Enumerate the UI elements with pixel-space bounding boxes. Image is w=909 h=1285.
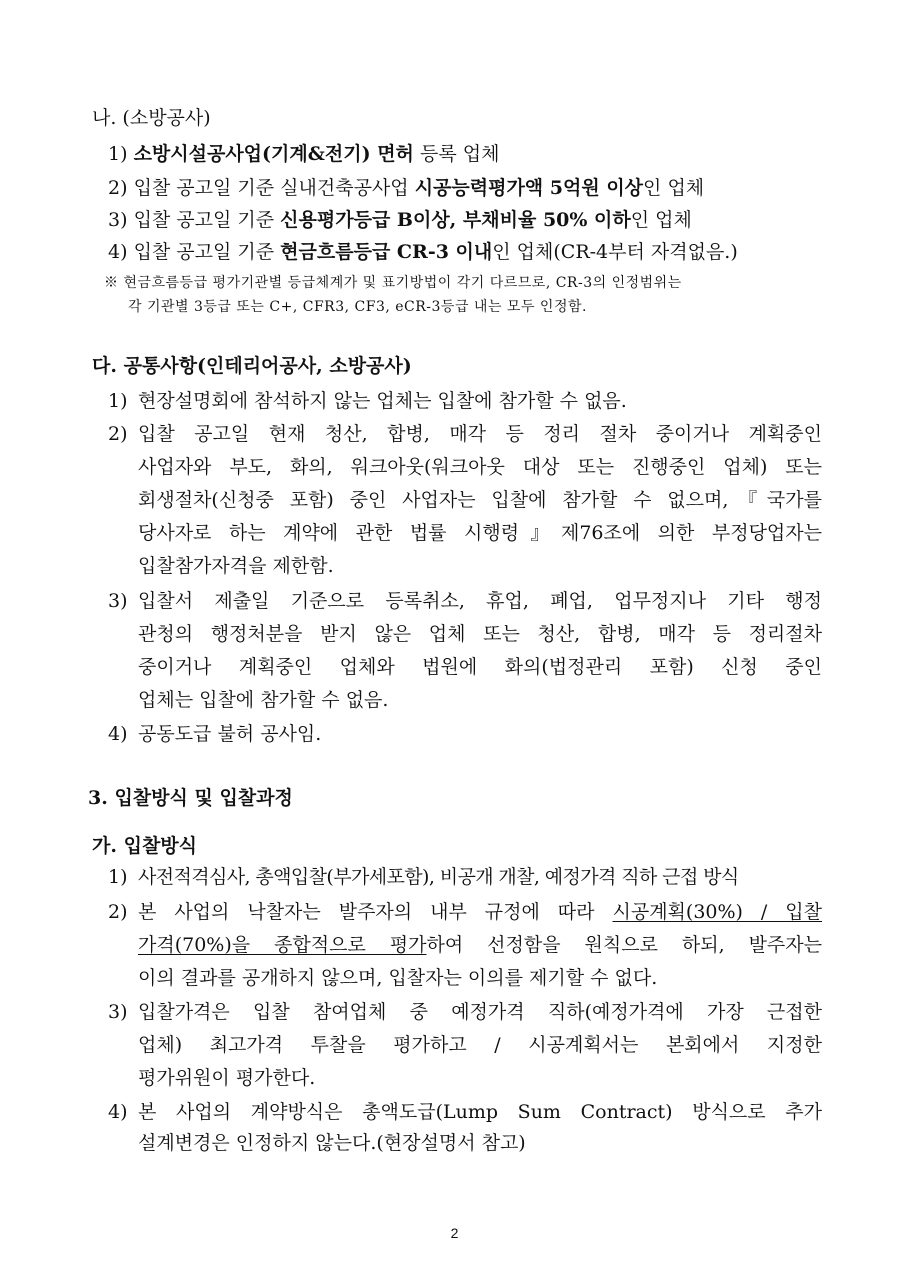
item-bold: 소방시설공사업(기계&전기) 면허 (133, 143, 414, 165)
item-text: 인 업체 (643, 177, 705, 199)
da-item-1-number: 1) (108, 390, 128, 412)
da-item-3-line-2: 관청의 행정처분을 받지 않은 업체 또는 청산, 합병, 매각 등 정리절차 (138, 623, 822, 645)
ga-item-4-line-2: 설계변경은 인정하지 않는다.(현장설명서 참고) (138, 1132, 526, 1154)
ga-item-2-line-1 (138, 900, 822, 924)
na-note-line-1 (104, 274, 682, 292)
na-item-1 (108, 142, 499, 166)
da-item-2-line-3: 회생절차(신청중 포함) 중인 사업자는 입찰에 참가할 수 없으며,『국가를 (138, 489, 822, 511)
da-item-4-number: 4) (108, 723, 128, 745)
underlined-text: 시공계획(30%) / 입찰 (612, 901, 822, 923)
item-text: 본 사업의 낙찰자는 발주자의 내부 규정에 따라 (138, 901, 613, 923)
da-item-2-number: 2) (108, 423, 128, 445)
item-text: 하여 선정함을 원칙으로 하되, 발주자는 (426, 934, 822, 956)
na-item-4 (108, 240, 738, 264)
underlined-text: 가격(70%)을 종합적으로 평가 (138, 934, 427, 956)
na-item-2 (108, 176, 704, 200)
section-heading-da: 다. 공통사항(인테리어공사, 소방공사) (92, 355, 412, 377)
ga-item-4-line-1: 본 사업의 계약방식은 총액도급(Lump Sum Contract) 방식으로 추가 (138, 1101, 822, 1123)
item-text: 인 업체 (630, 209, 692, 231)
item-bold: 신용평가등급 B이상, 부채비율 50% 이하 (280, 209, 631, 231)
da-item-3-line-1: 입찰서 제출일 기준으로 등록취소, 휴업, 폐업, 업무정지나 기타 행정 (138, 590, 822, 612)
da-item-3-line-3: 중이거나 계획중인 업체와 법원에 화의(법정관리 포함) 신청 중인 (138, 656, 822, 678)
da-item-4-line-1: 공동도급 불허 공사임. (138, 723, 322, 745)
ga-item-2-line-2 (138, 933, 822, 957)
da-item-2-line-1: 입찰 공고일 현재 청산, 합병, 매각 등 정리 절차 중이거나 계획중인 (138, 423, 822, 445)
da-item-2-line-5: 입찰참가자격을 제한함. (138, 555, 334, 577)
da-item-3-number: 3) (108, 590, 128, 612)
ga-item-3-line-3: 평가위원이 평가한다. (138, 1067, 316, 1089)
da-item-1-line-1: 현장설명회에 참석하지 않는 업체는 입찰에 참가할 수 없음. (138, 390, 627, 412)
note-text: 현금흐름등급 평가기관별 등급체계가 및 표기방법이 각기 다르므로, CR-3의 인정범위는 (123, 275, 682, 291)
ga-item-1-number: 1) (108, 866, 128, 888)
page-number: 2 (450, 1225, 459, 1241)
da-item-3-line-4: 업체는 입찰에 참가할 수 없음. (138, 689, 389, 711)
section-heading-3: 3. 입찰방식 및 입찰과정 (88, 787, 293, 809)
section-heading-na: 나. (소방공사) (92, 107, 211, 129)
item-number: 4) (108, 241, 128, 263)
na-item-3 (108, 208, 692, 232)
item-text: 입찰 공고일 기준 (133, 241, 281, 263)
item-number: 3) (108, 209, 128, 231)
item-number: 1) (108, 143, 128, 165)
da-item-2-line-2: 사업자와 부도, 화의, 워크아웃(워크아웃 대상 또는 진행중인 업체) 또는 (138, 456, 822, 478)
na-note-line-2: 각 기관별 3등급 또는 C+, CFR3, CF3, eCR-3등급 내는 모두 인정함. (128, 299, 587, 315)
ga-item-2-number: 2) (108, 901, 128, 923)
item-text: 입찰 공고일 기준 실내건축공사업 (133, 177, 415, 199)
item-text: 입찰 공고일 기준 (133, 209, 281, 231)
da-item-2-line-4: 당사자로 하는 계약에 관한 법률 시행령』제76조에 의한 부정당업자는 (138, 522, 822, 544)
ga-item-4-number: 4) (108, 1101, 128, 1123)
ga-item-2-line-3: 이의 결과를 공개하지 않으며, 입찰자는 이의를 제기할 수 없다. (138, 967, 658, 989)
ga-item-3-line-2: 업체) 최고가격 투찰을 평가하고 / 시공계획서는 본회에서 지정한 (138, 1034, 822, 1056)
item-text: 등록 업체 (413, 143, 500, 165)
section-heading-ga: 가. 입찰방식 (92, 835, 197, 857)
item-number: 2) (108, 177, 128, 199)
ga-item-3-number: 3) (108, 1001, 128, 1023)
item-bold: 현금흐름등급 CR-3 이내 (280, 241, 493, 263)
item-bold: 시공능력평가액 5억원 이상 (414, 177, 644, 199)
ga-item-3-line-1: 입찰가격은 입찰 참여업체 중 예정가격 직하(예정가격에 가장 근접한 (138, 1001, 822, 1023)
item-text: 인 업체(CR-4부터 자격없음.) (492, 241, 738, 263)
ga-item-1-line-1: 사전적격심사, 총액입찰(부가세포함), 비공개 개찰, 예정가격 직하 근접 방식 (138, 866, 739, 888)
note-mark: ※ (104, 275, 119, 291)
